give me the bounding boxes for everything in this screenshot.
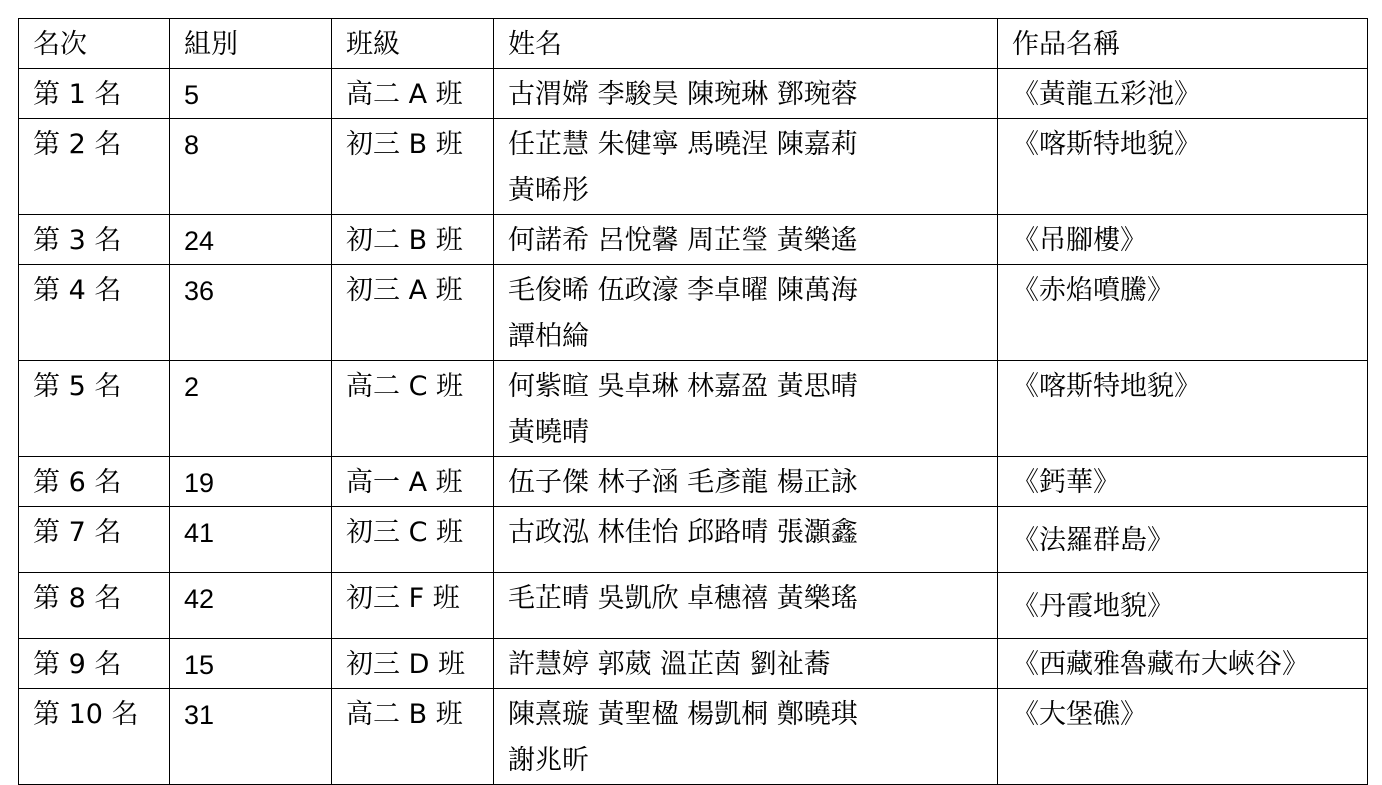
work-cell: 《喀斯特地貌》 xyxy=(998,119,1368,215)
rank-cell: 第 4 名 xyxy=(19,265,170,361)
group-cell: 24 xyxy=(170,215,332,265)
header-class: 班級 xyxy=(332,19,494,69)
names-line: 伍子傑 林子涵 毛彥龍 楊正詠 xyxy=(508,467,858,498)
names-line: 譚柏綸 xyxy=(508,321,589,352)
group-cell: 15 xyxy=(170,639,332,689)
group-cell: 31 xyxy=(170,689,332,785)
names-cell xyxy=(494,507,998,573)
class-cell: 高二 B 班 xyxy=(332,689,494,785)
header-row xyxy=(19,19,1368,69)
results-table xyxy=(18,18,1368,785)
names-line: 任芷慧 朱健寧 馬曉涅 陳嘉莉 xyxy=(508,129,858,160)
rank-cell: 第 5 名 xyxy=(19,361,170,457)
names-cell xyxy=(494,457,998,507)
work-cell: 《丹霞地貌》 xyxy=(998,573,1368,639)
rank-cell: 第 8 名 xyxy=(19,573,170,639)
group-cell: 42 xyxy=(170,573,332,639)
class-cell: 高二 A 班 xyxy=(332,69,494,119)
table-row xyxy=(19,457,1368,507)
names-line: 毛芷晴 吳凱欣 卓穗禧 黃樂瑤 xyxy=(508,583,858,614)
class-cell: 初三 B 班 xyxy=(332,119,494,215)
names-line: 陳熹璇 黃聖楹 楊凱桐 鄭曉琪 xyxy=(508,699,858,730)
rank-cell: 第 9 名 xyxy=(19,639,170,689)
names-line: 黃晞彤 xyxy=(508,175,589,206)
class-cell: 初三 D 班 xyxy=(332,639,494,689)
rank-cell: 第 10 名 xyxy=(19,689,170,785)
names-cell xyxy=(494,215,998,265)
table-row xyxy=(19,265,1368,361)
rank-cell: 第 2 名 xyxy=(19,119,170,215)
table-row xyxy=(19,69,1368,119)
class-cell: 高一 A 班 xyxy=(332,457,494,507)
header-rank: 名次 xyxy=(19,19,170,69)
work-cell: 《大堡礁》 xyxy=(998,689,1368,785)
work-cell: 《吊腳樓》 xyxy=(998,215,1368,265)
table-row xyxy=(19,639,1368,689)
work-cell: 《鈣華》 xyxy=(998,457,1368,507)
table-row xyxy=(19,215,1368,265)
class-cell: 初二 B 班 xyxy=(332,215,494,265)
table-row xyxy=(19,507,1368,573)
rank-cell: 第 7 名 xyxy=(19,507,170,573)
table-row xyxy=(19,689,1368,785)
names-line: 謝兆昕 xyxy=(508,745,589,776)
names-line: 許慧婷 郭葳 溫芷茵 劉祉蕎 xyxy=(508,649,831,680)
group-cell: 5 xyxy=(170,69,332,119)
work-cell: 《喀斯特地貌》 xyxy=(998,361,1368,457)
names-cell xyxy=(494,361,998,457)
group-cell: 19 xyxy=(170,457,332,507)
names-cell xyxy=(494,573,998,639)
rank-cell: 第 1 名 xyxy=(19,69,170,119)
group-cell: 36 xyxy=(170,265,332,361)
names-line: 毛俊晞 伍政濠 李卓曜 陳萬海 xyxy=(508,275,858,306)
names-cell xyxy=(494,69,998,119)
table-row xyxy=(19,361,1368,457)
table-row xyxy=(19,119,1368,215)
group-cell: 2 xyxy=(170,361,332,457)
names-line: 黃曉晴 xyxy=(508,417,589,448)
group-cell: 8 xyxy=(170,119,332,215)
work-cell: 《法羅群島》 xyxy=(998,507,1368,573)
header-work: 作品名稱 xyxy=(998,19,1368,69)
names-cell xyxy=(494,639,998,689)
rank-cell: 第 3 名 xyxy=(19,215,170,265)
class-cell: 初三 C 班 xyxy=(332,507,494,573)
group-cell: 41 xyxy=(170,507,332,573)
names-line: 何諾希 呂悅馨 周芷瑩 黃樂遙 xyxy=(508,225,858,256)
header-group: 組別 xyxy=(170,19,332,69)
header-names: 姓名 xyxy=(494,19,998,69)
work-cell: 《西藏雅魯藏布大峽谷》 xyxy=(998,639,1368,689)
class-cell: 初三 A 班 xyxy=(332,265,494,361)
names-line: 古渭嫦 李駿昊 陳琬琳 鄧琬蓉 xyxy=(508,79,858,110)
class-cell: 初三 F 班 xyxy=(332,573,494,639)
work-cell: 《赤焰噴騰》 xyxy=(998,265,1368,361)
class-cell: 高二 C 班 xyxy=(332,361,494,457)
names-line: 何紫暄 吳卓琳 林嘉盈 黃思晴 xyxy=(508,371,858,402)
table-row xyxy=(19,573,1368,639)
names-cell xyxy=(494,265,998,361)
work-cell: 《黃龍五彩池》 xyxy=(998,69,1368,119)
names-line: 古政泓 林佳怡 邱路晴 張灝鑫 xyxy=(508,517,858,548)
rank-cell: 第 6 名 xyxy=(19,457,170,507)
names-cell xyxy=(494,119,998,215)
names-cell xyxy=(494,689,998,785)
